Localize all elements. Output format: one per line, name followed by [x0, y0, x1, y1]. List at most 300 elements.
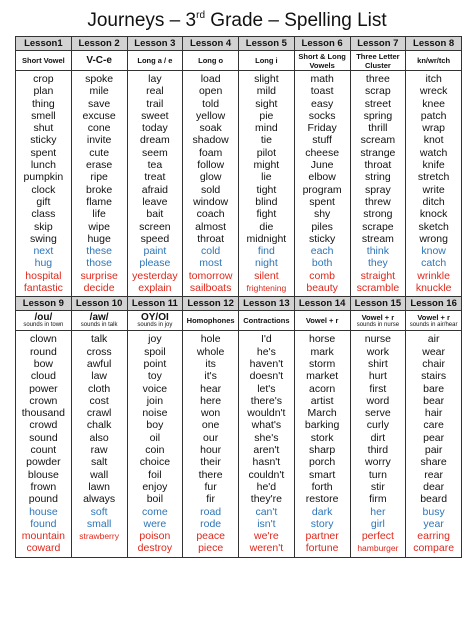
pattern-heading-cell: [128, 311, 184, 331]
spelling-word: won: [200, 407, 221, 420]
spelling-word: scream: [360, 134, 396, 147]
spelling-word: oil: [149, 431, 161, 444]
spelling-word: scrape: [362, 220, 394, 233]
lesson-label: Lesson 5: [239, 37, 295, 51]
spelling-word: speed: [140, 232, 170, 245]
spelling-word: spent: [30, 146, 57, 159]
review-word: year: [423, 517, 444, 530]
pattern-heading-cell: [16, 311, 72, 331]
spelling-word: hair: [424, 407, 443, 420]
spelling-word: awful: [86, 357, 112, 370]
pattern-heading: kn/wr/tch: [417, 56, 451, 65]
spelling-word: let's: [257, 382, 276, 395]
spelling-word: string: [365, 171, 391, 184]
spelling-word: noise: [142, 407, 168, 420]
word-column: [128, 331, 184, 557]
spelling-word: third: [367, 444, 389, 457]
spelling-word: sweet: [141, 109, 169, 122]
word-column: [72, 71, 128, 297]
spelling-word: life: [92, 208, 106, 221]
spelling-word: beard: [420, 493, 448, 506]
review-word: house: [29, 505, 58, 518]
spelling-word: couldn't: [248, 468, 285, 481]
review-word: they: [367, 257, 388, 270]
lesson-label: Lesson 13: [239, 297, 295, 311]
pattern-heading-cell: [239, 51, 295, 71]
pattern-heading: Short Vowel: [21, 56, 65, 65]
spelling-word: almost: [195, 220, 227, 233]
spelling-word: patch: [420, 109, 447, 122]
spelling-word: spoil: [144, 345, 166, 358]
review-word: come: [142, 505, 168, 518]
spelling-word: its: [205, 357, 216, 370]
spelling-word: wear: [422, 345, 445, 358]
spelling-word: crown: [29, 394, 58, 407]
review-word: her: [370, 505, 386, 518]
spelling-word: midnight: [246, 232, 287, 245]
spelling-word: spring: [363, 109, 393, 122]
review-word: most: [199, 257, 222, 270]
pattern-heading: Short & Long Vowels: [298, 51, 346, 70]
review-word: think: [366, 245, 389, 258]
word-column: [16, 71, 72, 297]
spelling-word: lawn: [88, 480, 110, 493]
spelling-word: ditch: [422, 195, 445, 208]
spelling-word: I'd: [260, 333, 272, 346]
spelling-word: yellow: [196, 109, 226, 122]
review-word: story: [310, 517, 334, 530]
spelling-word: sharp: [308, 444, 336, 457]
spelling-word: crowd: [29, 419, 58, 432]
review-word: those: [86, 257, 112, 270]
spelling-word: stream: [361, 232, 394, 245]
challenge-word: knuckle: [415, 282, 452, 295]
review-word: were: [143, 517, 167, 530]
spelling-word: they're: [250, 493, 282, 506]
spelling-word: forth: [311, 480, 333, 493]
pattern-heading-cell: [406, 311, 462, 331]
pattern-hint: sounds in town: [23, 321, 64, 328]
word-column: [183, 331, 239, 557]
spelling-word: curly: [366, 419, 389, 432]
pattern-heading: V-C-e: [86, 55, 112, 66]
pattern-heading: Long a / e: [137, 56, 173, 65]
spelling-word: strong: [363, 208, 393, 221]
spelling-word: fight: [256, 208, 277, 221]
review-word: night: [254, 257, 278, 270]
word-column: [406, 71, 462, 297]
challenge-word: coward: [26, 542, 61, 555]
pattern-heading-cell: [295, 51, 351, 71]
challenge-word: hamburger: [357, 543, 399, 554]
spelling-word: ripe: [90, 171, 108, 184]
pattern-heading: /ou/: [34, 311, 53, 323]
challenge-word: peace: [196, 530, 225, 543]
spelling-word: pair: [424, 444, 443, 457]
spelling-word: toast: [310, 85, 334, 98]
word-columns-row: [16, 71, 462, 297]
spelling-word: sold: [200, 183, 221, 196]
spelling-word: window: [193, 195, 229, 208]
spelling-word: work: [366, 345, 389, 358]
pattern-heading: Vowel + r: [361, 312, 395, 322]
review-word: road: [200, 505, 222, 518]
spelling-word: here: [200, 394, 222, 407]
spelling-word: rear: [424, 468, 443, 481]
challenge-word: sailboats: [189, 282, 232, 295]
pattern-header-row: [16, 51, 462, 71]
spelling-word: lie: [261, 171, 272, 184]
lesson-label: Lesson 15: [351, 297, 407, 311]
spelling-word: spent: [309, 195, 335, 208]
spelling-word: coin: [145, 444, 165, 457]
spelling-word: talk: [90, 333, 108, 346]
spelling-word: tight: [256, 183, 277, 196]
challenge-word: hospital: [25, 269, 62, 282]
challenge-word: tomorrow: [188, 269, 233, 282]
spelling-word: lay: [148, 73, 162, 85]
lesson-label: Lesson1: [16, 37, 72, 51]
spelling-word: dream: [139, 134, 170, 147]
spelling-word: shut: [33, 122, 54, 135]
spelling-word: sticky: [30, 134, 57, 147]
spelling-word: mile: [89, 85, 109, 98]
review-word: busy: [422, 505, 445, 518]
challenge-word: weren't: [249, 542, 284, 555]
pattern-heading-cell: [183, 51, 239, 71]
spelling-word: thousand: [21, 407, 65, 420]
spelling-word: shy: [313, 208, 331, 221]
spelling-word: there: [198, 468, 223, 481]
spelling-word: clown: [29, 333, 57, 346]
review-word: cold: [200, 245, 221, 258]
spelling-word: throat: [197, 232, 225, 245]
spelling-word: glow: [199, 171, 222, 184]
spelling-word: math: [310, 73, 334, 85]
spelling-word: lunch: [30, 159, 56, 172]
spelling-word: wrong: [419, 232, 448, 245]
review-word: these: [86, 245, 112, 258]
spelling-word: itch: [425, 73, 442, 85]
word-column: [351, 331, 407, 557]
spelling-word: cross: [86, 345, 112, 358]
spelling-word: load: [200, 73, 221, 85]
spelling-word: invite: [86, 134, 112, 147]
pattern-heading: OY/OI: [140, 311, 169, 323]
spelling-word: joy: [148, 333, 162, 346]
spelling-word: bait: [146, 208, 164, 221]
pattern-heading-cell: [128, 51, 184, 71]
pattern-heading: Long o: [198, 56, 224, 65]
spelling-word: sticky: [309, 232, 336, 245]
spelling-word: huge: [87, 232, 111, 245]
spelling-word: plan: [33, 85, 54, 98]
challenge-word: surprise: [80, 269, 118, 282]
spelling-word: power: [29, 382, 58, 395]
spelling-word: cloth: [88, 382, 111, 395]
word-column: [16, 331, 72, 557]
spelling-word: shirt: [367, 357, 388, 370]
spelling-word: pumpkin: [23, 171, 64, 184]
spelling-word: pound: [28, 493, 58, 506]
challenge-word: yesterday: [132, 269, 178, 282]
word-column: [295, 71, 351, 297]
spelling-word: crop: [33, 73, 54, 85]
pattern-heading: Vowel + r: [305, 316, 339, 326]
review-word: isn't: [257, 517, 276, 530]
spelling-word: share: [420, 456, 447, 469]
spelling-word: mild: [256, 85, 276, 98]
spelling-word: wouldn't: [247, 407, 286, 420]
spelling-word: might: [253, 159, 280, 172]
challenge-word: comb: [309, 269, 335, 282]
spelling-word: care: [423, 419, 444, 432]
spelling-word: open: [198, 85, 223, 98]
word-column: [406, 331, 462, 557]
title-superscript: rd: [196, 10, 206, 21]
pattern-heading: Contractions: [243, 316, 290, 326]
lesson-label: Lesson 2: [72, 37, 128, 51]
spelling-word: threw: [365, 195, 391, 208]
spelling-word: stir: [370, 480, 385, 493]
spelling-word: always: [83, 493, 116, 506]
lesson-label: Lesson 9: [16, 297, 72, 311]
word-column: [72, 331, 128, 557]
spelling-word: chair: [422, 357, 445, 370]
spelling-word: excuse: [82, 109, 116, 122]
review-word: rode: [200, 517, 222, 530]
spelling-word: easy: [311, 97, 334, 110]
lesson-label: Lesson 6: [295, 37, 351, 51]
spelling-word: save: [88, 97, 111, 110]
challenge-word: scramble: [356, 282, 400, 295]
pattern-heading: Vowel + r: [417, 312, 450, 322]
word-column: [128, 71, 184, 297]
spelling-word: pie: [259, 109, 274, 122]
spelling-word: thing: [31, 97, 55, 110]
spelling-word: slight: [254, 73, 279, 85]
spelling-word: follow: [197, 159, 225, 172]
pattern-header-row: [16, 311, 462, 331]
pattern-heading-cell: [351, 51, 407, 71]
pattern-heading-cell: [295, 311, 351, 331]
lesson-label: Lesson 12: [183, 297, 239, 311]
lesson-label: Lesson 10: [72, 297, 128, 311]
lesson-label: Lesson 4: [183, 37, 239, 51]
challenge-word: piece: [198, 542, 224, 555]
spelling-word: boil: [146, 493, 164, 506]
challenge-word: earring: [417, 530, 450, 543]
spelling-word: piles: [311, 220, 333, 233]
pattern-heading-cell: [406, 51, 462, 71]
word-column: [351, 71, 407, 297]
pattern-heading-cell: [239, 311, 295, 331]
spelling-word: round: [29, 345, 57, 358]
spelling-word: join: [146, 394, 164, 407]
spelling-word: wall: [90, 468, 109, 481]
spelling-word: nurse: [364, 333, 391, 346]
spelling-word: it's: [204, 370, 217, 383]
spelling-word: March: [307, 407, 337, 420]
spelling-word: strange: [360, 146, 396, 159]
spelling-word: tie: [260, 134, 272, 147]
challenge-word: fortune: [305, 542, 339, 555]
spelling-word: air: [427, 333, 440, 346]
spelling-word: socks: [308, 109, 336, 122]
spelling-word: seem: [142, 146, 168, 159]
spelling-word: fur: [204, 480, 217, 493]
pattern-heading-cell: [16, 51, 72, 71]
spelling-word: tea: [147, 159, 163, 172]
review-word: both: [311, 257, 333, 270]
review-word: found: [30, 517, 57, 530]
spelling-word: broke: [85, 183, 113, 196]
review-word: dark: [311, 505, 333, 518]
spelling-word: throat: [364, 159, 392, 172]
spelling-word: crawl: [86, 407, 112, 420]
spelling-word: also: [89, 431, 109, 444]
challenge-word: compare: [413, 542, 455, 555]
spelling-word: gift: [36, 195, 51, 208]
pattern-heading-cell: [72, 311, 128, 331]
lesson-header-row: [16, 297, 462, 311]
lesson-label: Lesson 14: [295, 297, 351, 311]
spelling-word: one: [201, 419, 220, 432]
spelling-word: chalk: [86, 419, 112, 432]
spelling-word: powder: [26, 456, 61, 469]
spelling-word: turn: [368, 468, 387, 481]
review-word: can't: [255, 505, 278, 518]
challenge-word: poison: [139, 530, 171, 543]
spelling-word: wrap: [422, 122, 445, 135]
spelling-word: whole: [196, 345, 225, 358]
spelling-word: blouse: [27, 468, 59, 481]
challenge-word: straight: [360, 269, 396, 282]
spelling-word: he's: [256, 345, 276, 358]
title-suffix: Grade – Spelling List: [205, 10, 387, 31]
spelling-word: their: [200, 456, 221, 469]
lesson-label: Lesson 11: [128, 297, 184, 311]
spelling-word: die: [259, 220, 274, 233]
challenge-word: mountain: [21, 530, 65, 543]
spelling-word: told: [202, 97, 220, 110]
spelling-word: bow: [33, 357, 53, 370]
spelling-word: foil: [148, 468, 162, 481]
spelling-word: cost: [89, 394, 109, 407]
review-word: small: [86, 517, 112, 530]
spelling-word: clock: [31, 183, 56, 196]
spelling-word: bare: [423, 382, 445, 395]
spelling-word: erase: [85, 159, 113, 172]
spelling-word: smell: [31, 109, 56, 122]
spelling-word: knot: [423, 134, 444, 147]
review-word: next: [33, 245, 54, 258]
spelling-word: dear: [423, 480, 445, 493]
challenge-word: we're: [253, 530, 279, 543]
spelling-word: spoke: [85, 73, 114, 85]
spelling-word: he'd: [256, 480, 277, 493]
spelling-word: elbow: [308, 171, 336, 184]
spelling-word: blind: [255, 195, 278, 208]
spelling-word: fir: [206, 493, 215, 506]
challenge-word: beauty: [306, 282, 338, 295]
spelling-word: she's: [254, 431, 279, 444]
spelling-word: shadow: [192, 134, 229, 147]
spelling-word: write: [422, 183, 445, 196]
spelling-word: knock: [419, 208, 448, 221]
spelling-word: smart: [309, 468, 336, 481]
spelling-word: scrap: [365, 85, 391, 98]
pattern-heading: Long i: [255, 56, 278, 65]
spelling-word: stuff: [312, 134, 332, 147]
spelling-word: hasn't: [252, 456, 281, 469]
review-word: each: [310, 245, 334, 258]
spelling-word: street: [364, 97, 391, 110]
spelling-word: porch: [308, 456, 336, 469]
spelling-word: hurt: [368, 370, 387, 383]
review-word: know: [421, 245, 446, 258]
review-word: girl: [370, 517, 385, 530]
spelling-word: pear: [423, 431, 445, 444]
pattern-heading: Homophones: [186, 316, 235, 326]
spelling-word: raw: [90, 444, 108, 457]
spelling-word: boy: [146, 419, 164, 432]
spelling-word: count: [30, 444, 57, 457]
challenge-word: wrinkle: [417, 269, 450, 282]
spelling-word: thrill: [368, 122, 388, 135]
spelling-word: coach: [196, 208, 225, 221]
pattern-heading: Three Letter Cluster: [356, 51, 400, 70]
spelling-word: mind: [254, 122, 278, 135]
spelling-word: spray: [365, 183, 391, 196]
spelling-word: point: [143, 357, 167, 370]
spelling-word: real: [146, 85, 164, 98]
lesson-label: Lesson 16: [406, 297, 462, 311]
title-prefix: Journeys – 3: [87, 10, 197, 31]
review-word: please: [139, 257, 171, 270]
challenge-word: perfect: [361, 530, 394, 543]
spelling-word: bear: [423, 394, 445, 407]
lesson-header-row: [16, 37, 462, 51]
spelling-word: horse: [308, 333, 336, 346]
spelling-word: haven't: [249, 357, 284, 370]
review-word: hug: [34, 257, 53, 270]
spelling-word: program: [302, 183, 342, 196]
pattern-heading-cell: [351, 311, 407, 331]
spelling-word: flame: [86, 195, 112, 208]
spelling-word: afraid: [141, 183, 168, 196]
pattern-hint: sounds in air/hear: [409, 321, 458, 328]
lesson-label: Lesson 8: [406, 37, 462, 51]
challenge-word: explain: [138, 282, 172, 295]
spelling-word: trail: [146, 97, 164, 110]
spelling-word: artist: [310, 394, 334, 407]
spelling-word: stretch: [417, 171, 450, 184]
spelling-word: word: [366, 394, 390, 407]
word-column: [239, 331, 295, 557]
review-word: find: [257, 245, 275, 258]
pattern-hint: sounds in talk: [80, 321, 118, 328]
spelling-word: storm: [309, 357, 336, 370]
spelling-word: wipe: [88, 220, 110, 233]
pattern-heading-cell: [183, 311, 239, 331]
spelling-word: aren't: [253, 444, 280, 457]
spelling-word: knee: [422, 97, 446, 110]
challenge-word: decide: [83, 282, 115, 295]
spelling-word: wreck: [419, 85, 448, 98]
spelling-word: mark: [310, 345, 334, 358]
spelling-word: cone: [87, 122, 111, 135]
